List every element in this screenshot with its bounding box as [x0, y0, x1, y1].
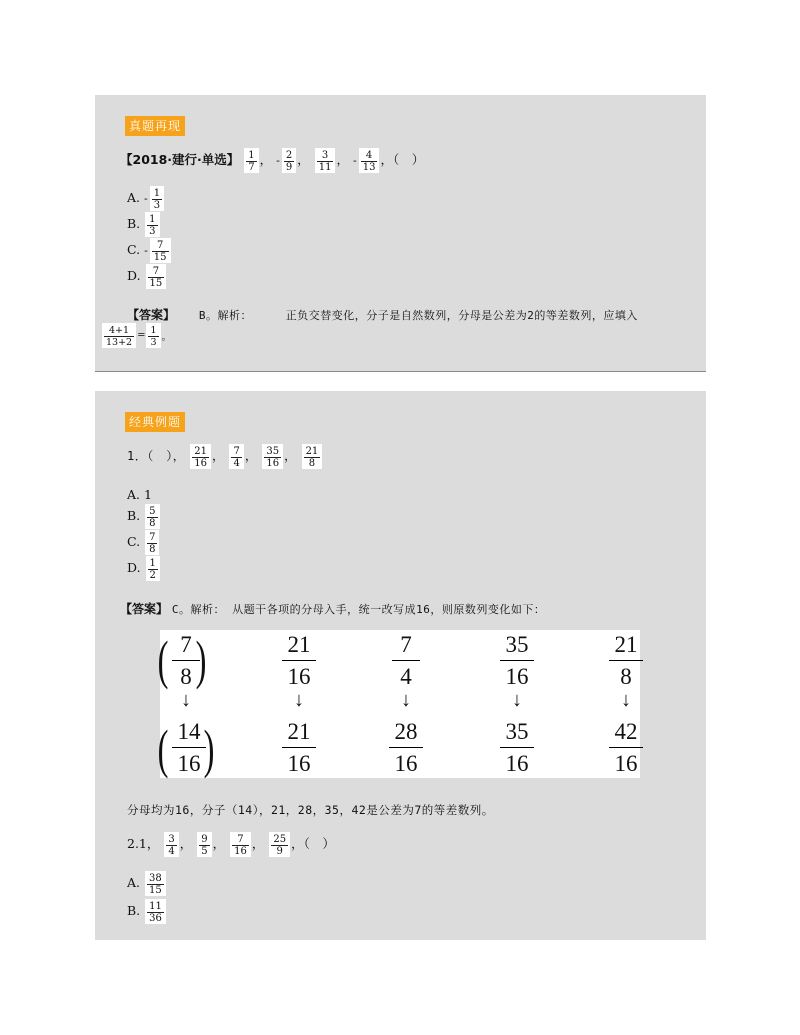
down-arrow-icon: ↓	[181, 689, 191, 711]
conclusion-text: 分母均为16，分子（14），21，28，35，42是公差为7的等差数列。	[127, 803, 494, 817]
answer-choice: B。解析：	[198, 309, 252, 322]
answer-label: 【答案】	[127, 308, 176, 322]
top-fraction-5: 21 8	[609, 632, 643, 690]
right-paren: )	[203, 719, 215, 779]
option-d[interactable]: D. $\frac{7}{15}$	[127, 264, 167, 289]
top-fraction-1: 7 8	[172, 632, 200, 690]
left-paren: (	[157, 719, 169, 779]
answer-text: 正负交替变化，分子是自然数列，分母是公差为2的等差数列，应填入	[285, 309, 638, 322]
bottom-fraction-4: 35 16	[500, 719, 534, 777]
answer-calc: $\frac{4+1}{13+2}$ = $\frac{1}{3}$ 。	[101, 323, 172, 348]
seq-fraction: $\frac{4}{13}$	[359, 148, 380, 173]
q2-option-b[interactable]: B. $\frac{11}{36}$	[127, 899, 167, 924]
top-fraction-2: 21 16	[282, 632, 316, 690]
q1-option-b[interactable]: B. $\frac{5}{8}$	[127, 504, 161, 529]
q2-option-a[interactable]: A. $\frac{38}{15}$	[127, 871, 167, 896]
q1-option-d[interactable]: D. $\frac{1}{2}$	[127, 556, 161, 581]
right-paren: )	[195, 630, 207, 690]
answer-label: 【答案】	[120, 602, 169, 616]
bottom-fraction-5: 42 16	[609, 719, 643, 777]
down-arrow-icon: ↓	[621, 689, 631, 711]
bottom-fraction-3: 28 16	[389, 719, 423, 777]
top-fraction-4: 35 16	[500, 632, 534, 690]
section-tag-real-exam: 真题再现	[125, 116, 185, 136]
down-arrow-icon: ↓	[294, 689, 304, 711]
answer-line	[127, 306, 638, 323]
fraction-transform-table	[157, 630, 640, 779]
answer-blank: ，（ ）	[291, 836, 335, 851]
top-fraction-3: 7 4	[392, 632, 420, 690]
down-arrow-icon: ↓	[401, 689, 411, 711]
question-2: 2.1， $\frac{3}{4}$ ， $\frac{9}{5}$ ， $\frac{7}{16}$ ， $\frac{25}{9}$ ，（ ）	[127, 834, 335, 857]
option-a[interactable]: A. - $\frac{1}{3}$	[127, 186, 165, 211]
answer-text: C。解析： 从题干各项的分母入手，统一改写成16，则原数列变化如下：	[171, 603, 546, 616]
seq-fraction: $\frac{3}{11}$	[315, 148, 336, 173]
down-arrow-icon: ↓	[512, 689, 522, 711]
bottom-fraction-2: 21 16	[282, 719, 316, 777]
option-b[interactable]: B. $\frac{1}{3}$	[127, 212, 161, 237]
question-1: 1．（ ）， $\frac{21}{16}$ ， $\frac{7}{4}$ ， $\frac{35}{16}$ ， $\frac{21}{8}$	[127, 444, 323, 469]
option-c[interactable]: C. - $\frac{7}{15}$	[127, 238, 172, 263]
section-real-exam	[95, 95, 706, 372]
seq-fraction: $\frac{2}{9}$	[282, 148, 296, 173]
q1-option-a[interactable]: A. 1	[127, 487, 152, 502]
question-source: 【2018·建行·单选】	[120, 152, 240, 167]
answer-blank: ，（ ）	[380, 152, 425, 167]
seq-fraction: $\frac{1}{7}$	[244, 148, 258, 173]
left-paren: (	[157, 630, 169, 690]
q1-answer-line	[120, 600, 545, 617]
section-tag-classic: 经典例题	[125, 412, 185, 432]
question-2018: 【2018·建行·单选】 $\frac{1}{7}$ ， - $\frac{2}{9}$ ， $\frac{3}{11}$ ， - $\frac{4}{13}$ ，（ ）	[120, 150, 425, 173]
q1-option-c[interactable]: C. $\frac{7}{8}$	[127, 530, 160, 555]
bottom-fraction-1: 14 16	[172, 719, 206, 777]
